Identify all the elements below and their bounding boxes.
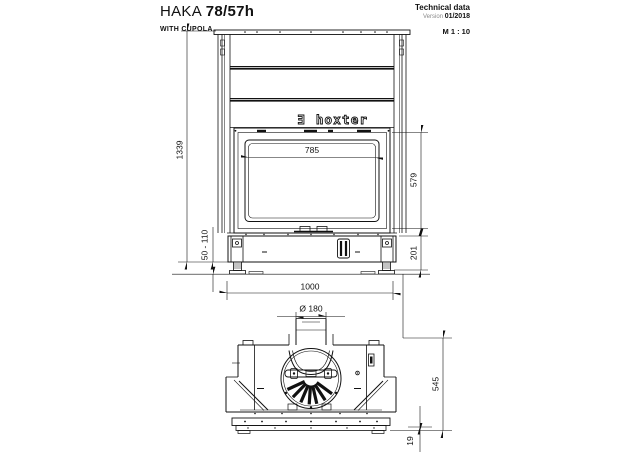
door-latch bbox=[294, 227, 333, 232]
air-connector bbox=[338, 239, 350, 258]
model-variant: 78/57h bbox=[205, 3, 255, 20]
dim-base-height bbox=[394, 236, 428, 270]
dim-label-total-height: 1339 bbox=[174, 140, 185, 160]
base-section bbox=[227, 233, 397, 262]
dim-label-base-height: 201 bbox=[408, 245, 419, 261]
version-label: Version bbox=[423, 14, 444, 20]
dim-label-feet-range: 50 - 110 bbox=[199, 229, 210, 261]
dim-feet-range bbox=[200, 227, 214, 292]
dim-depth bbox=[390, 274, 452, 430]
right-rail bbox=[394, 35, 406, 234]
plan-view bbox=[226, 319, 396, 434]
cupola-bands bbox=[230, 67, 394, 128]
hoxter-logo-text: hoxter bbox=[315, 112, 369, 127]
dim-label-glass-height: 579 bbox=[408, 172, 419, 188]
damper-spokes bbox=[287, 382, 332, 405]
door-frame bbox=[234, 128, 390, 233]
hoxter-logo-mark: Ǝ bbox=[297, 112, 305, 127]
top-plate bbox=[214, 30, 410, 35]
model-prefix: HAKA bbox=[160, 3, 202, 20]
front-view bbox=[172, 30, 430, 274]
dim-label-total-width: 1000 bbox=[300, 281, 320, 292]
flue-collar bbox=[289, 319, 333, 346]
front-strips bbox=[232, 413, 390, 434]
dim-label-flue-diameter: Ø 180 bbox=[299, 303, 323, 314]
scale-label: M 1 : 10 bbox=[442, 27, 470, 36]
dim-glass-width bbox=[249, 145, 376, 158]
dim-total-width bbox=[227, 281, 393, 300]
dim-glass-height bbox=[392, 133, 428, 229]
tech-data-label: Technical data bbox=[415, 3, 470, 12]
dim-label-depth: 545 bbox=[430, 376, 441, 392]
left-rail bbox=[218, 35, 230, 234]
version-value: 01/2018 bbox=[444, 13, 470, 20]
hoxter-logo bbox=[297, 112, 368, 127]
dim-total-height bbox=[175, 31, 229, 262]
damper-assembly bbox=[281, 349, 341, 411]
dim-front-lip bbox=[405, 406, 432, 452]
dim-label-front-lip: 19 bbox=[405, 436, 415, 446]
cupola-dome-section bbox=[289, 351, 333, 375]
left-foot-column bbox=[231, 236, 243, 262]
right-foot-column bbox=[381, 236, 393, 262]
adjustable-feet bbox=[172, 262, 430, 274]
dim-label-glass-width: 785 bbox=[304, 145, 320, 155]
drawing-subtitle: WITH CUPOLA bbox=[160, 26, 213, 33]
door-top-details bbox=[235, 130, 390, 132]
